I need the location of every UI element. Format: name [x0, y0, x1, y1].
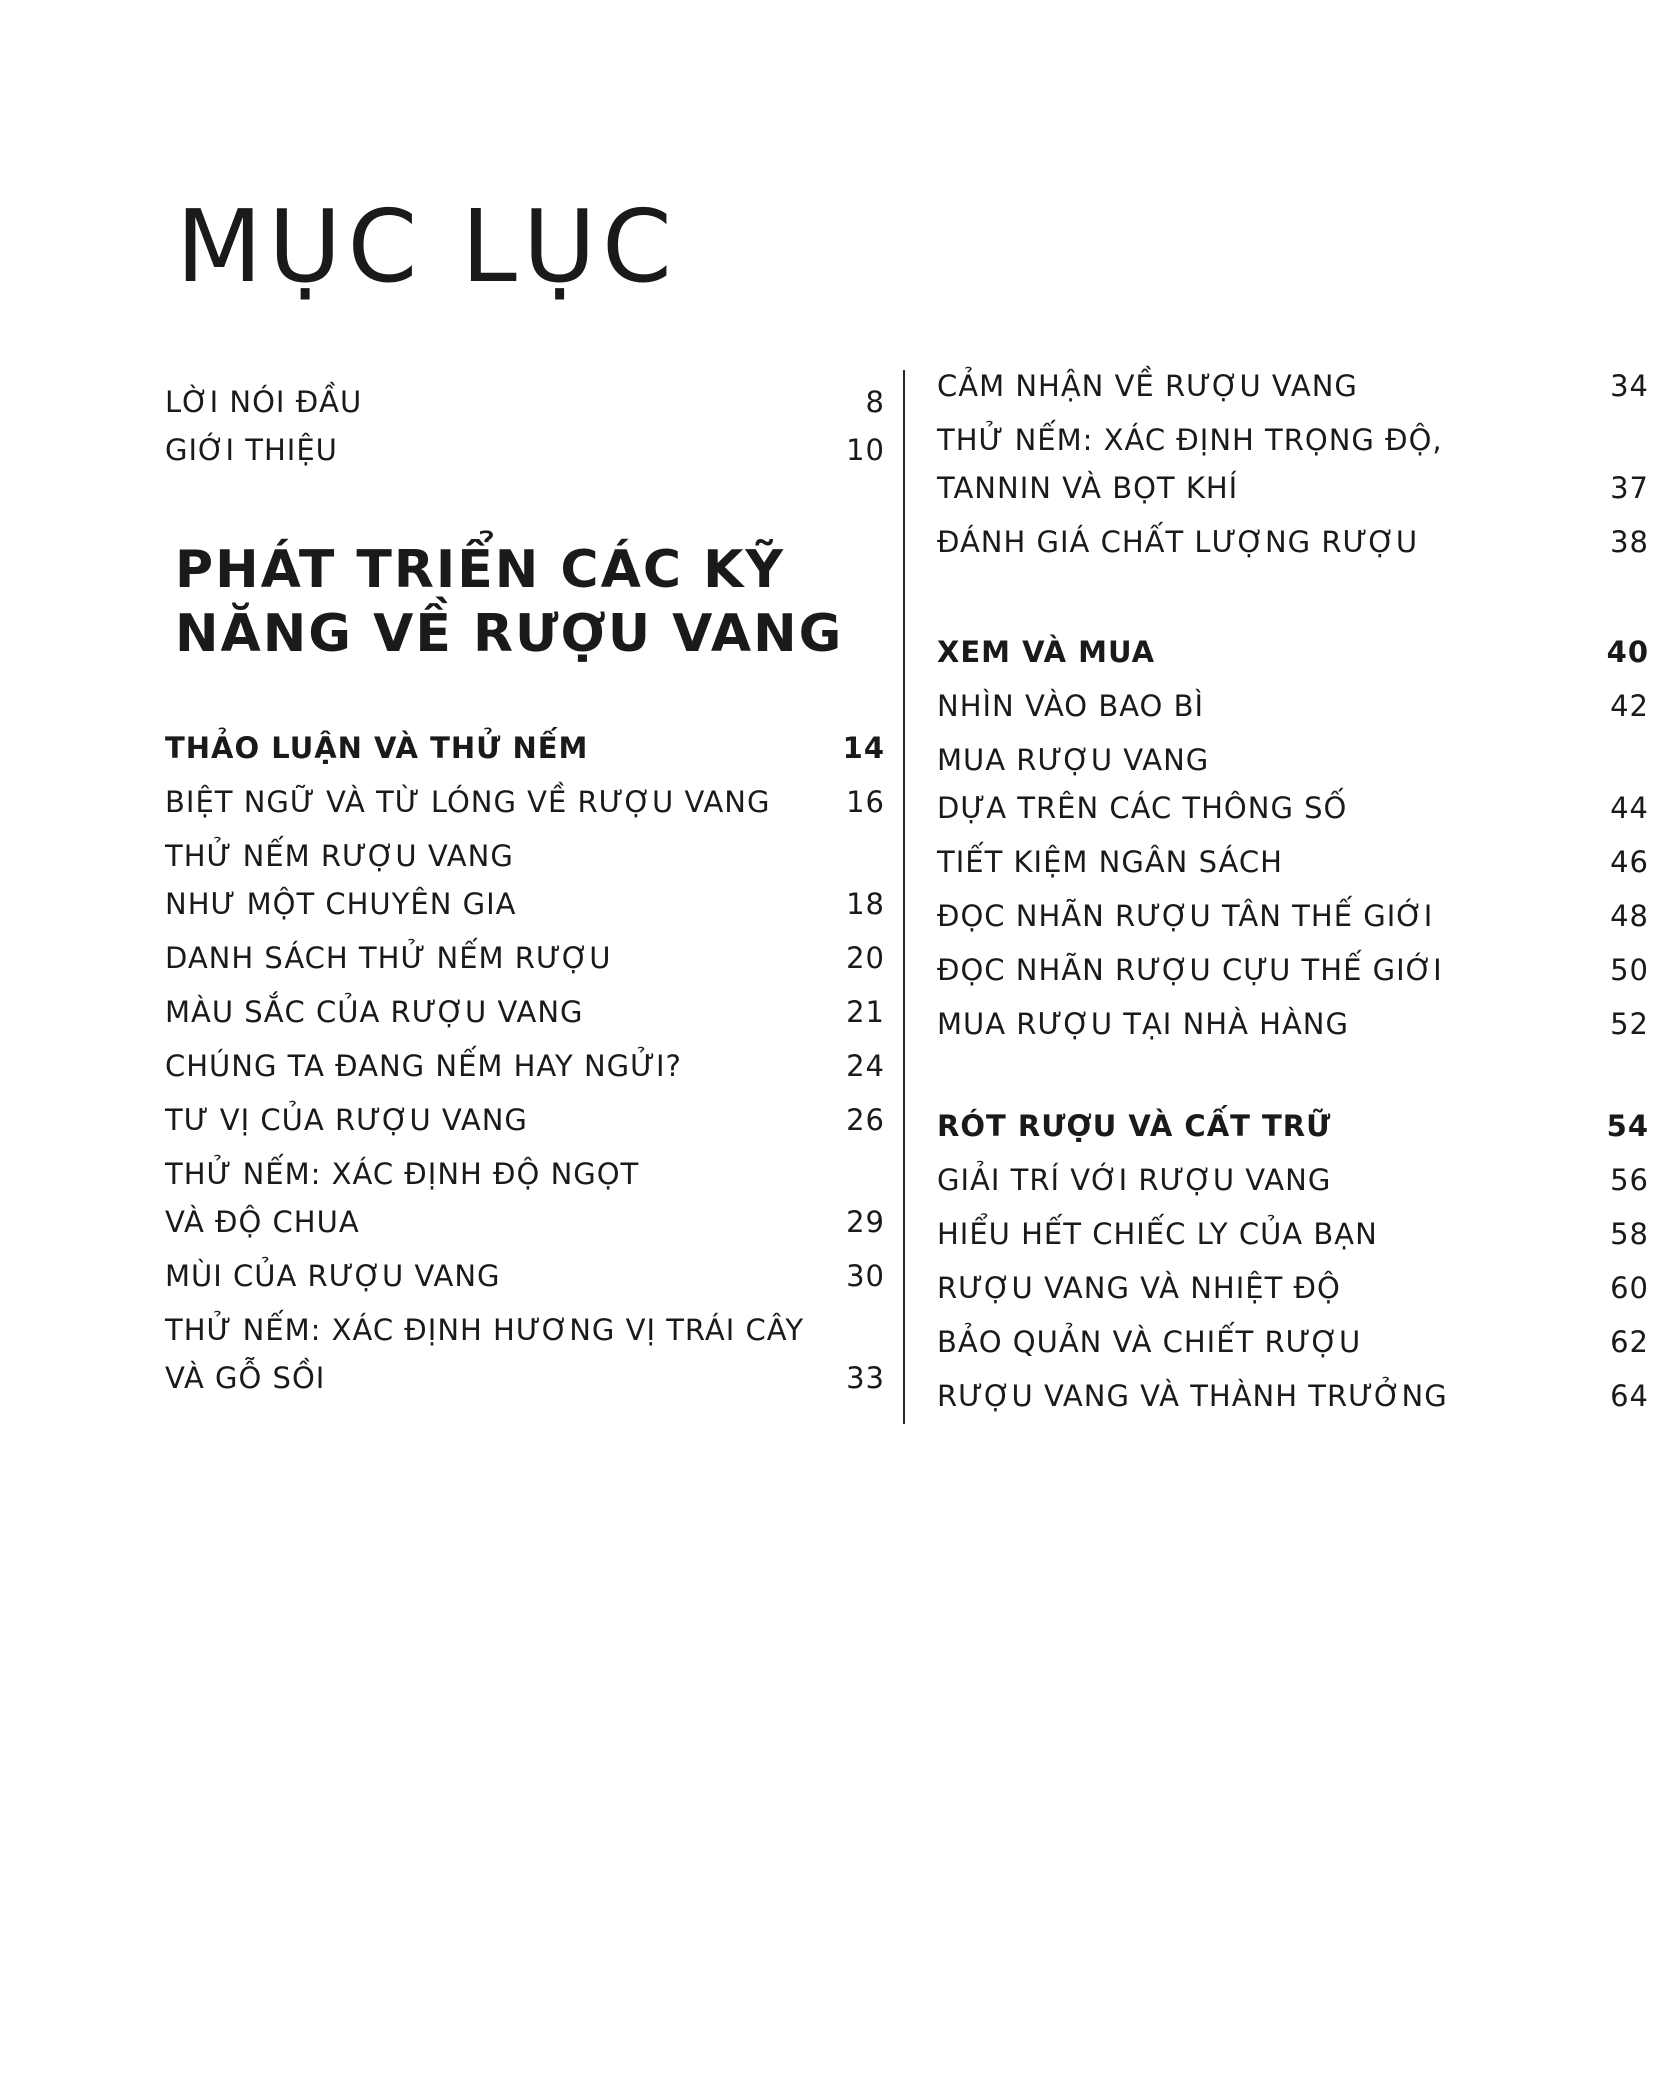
toc-entry-label: VÀ GỖ SỒI: [165, 1361, 326, 1395]
part-title-line: NĂNG VỀ RƯỢU VANG: [175, 604, 844, 664]
page-title: MỤC LỤC: [176, 188, 678, 305]
toc-entry-label: VÀ ĐỘ CHUA: [165, 1205, 360, 1239]
toc-entry[interactable]: [937, 682, 1649, 730]
toc-entry-page: 24: [846, 1049, 885, 1083]
toc-entry-page: 58: [1610, 1217, 1649, 1251]
toc-entry-page: 34: [1610, 369, 1649, 403]
toc-entry-label: RƯỢU VANG VÀ NHIỆT ĐỘ: [937, 1271, 1341, 1305]
toc-entry-label: RÓT RƯỢU VÀ CẤT TRỮ: [937, 1109, 1332, 1143]
toc-entry[interactable]: [937, 838, 1649, 886]
toc-entry-page: 52: [1610, 1007, 1649, 1041]
toc-entry-label: ĐỌC NHÃN RƯỢU CỰU THẾ GIỚI: [937, 953, 1443, 987]
toc-entry-page: 48: [1610, 899, 1649, 933]
toc-entry-label: LỜI NÓI ĐẦU: [165, 385, 363, 419]
toc-entry[interactable]: [937, 416, 1649, 512]
toc-entry-label: MÀU SẮC CỦA RƯỢU VANG: [165, 995, 584, 1029]
toc-entry-label: MÙI CỦA RƯỢU VANG: [165, 1259, 501, 1293]
toc-entry[interactable]: [165, 1096, 885, 1144]
toc-entry-label: DANH SÁCH THỬ NẾM RƯỢU: [165, 941, 612, 975]
toc-entry-page: 26: [846, 1103, 885, 1137]
toc-entry-page: 56: [1610, 1163, 1649, 1197]
toc-entry-label: THỬ NẾM RƯỢU VANG: [165, 839, 514, 873]
toc-entry-label: RƯỢU VANG VÀ THÀNH TRƯỞNG: [937, 1379, 1448, 1413]
toc-entry-label: ĐỌC NHÃN RƯỢU TÂN THẾ GIỚI: [937, 899, 1434, 933]
toc-section-heading[interactable]: [937, 628, 1649, 676]
toc-entry-label: THẢO LUẬN VÀ THỬ NẾM: [165, 731, 589, 765]
toc-entry-page: 16: [846, 785, 885, 819]
toc-entry[interactable]: [165, 1306, 885, 1402]
toc-entry-label: ĐÁNH GIÁ CHẤT LƯỢNG RƯỢU: [937, 525, 1419, 559]
toc-entry-page: 20: [846, 941, 885, 975]
toc-entry-page: 10: [846, 433, 885, 467]
toc-entry-label: GIẢI TRÍ VỚI RƯỢU VANG: [937, 1163, 1332, 1197]
toc-entry-label: THỬ NẾM: XÁC ĐỊNH HƯƠNG VỊ TRÁI CÂY: [165, 1313, 805, 1347]
toc-entry-page: 50: [1610, 953, 1649, 987]
toc-entry-label: NHÌN VÀO BAO BÌ: [937, 689, 1205, 723]
toc-entry-label: GIỚI THIỆU: [165, 433, 338, 467]
toc-entry-label: THỬ NẾM: XÁC ĐỊNH TRỌNG ĐỘ,: [937, 423, 1443, 457]
toc-entry[interactable]: [165, 988, 885, 1036]
toc-entry-page: 37: [1610, 471, 1649, 505]
toc-entry-page: 54: [1606, 1109, 1649, 1143]
toc-entry-page: 14: [842, 731, 885, 765]
toc-entry-page: 62: [1610, 1325, 1649, 1359]
toc-entry-page: 64: [1610, 1379, 1649, 1413]
toc-entry-page: 21: [846, 995, 885, 1029]
toc-entry-label: TIẾT KIỆM NGÂN SÁCH: [937, 845, 1283, 879]
toc-entry-page: 60: [1610, 1271, 1649, 1305]
toc-entry[interactable]: [937, 1000, 1649, 1048]
toc-entry-page: 38: [1610, 525, 1649, 559]
toc-entry-label: XEM VÀ MUA: [937, 635, 1156, 669]
toc-entry[interactable]: [937, 946, 1649, 994]
toc-section-heading[interactable]: [165, 724, 885, 772]
toc-entry[interactable]: [937, 1156, 1649, 1204]
toc-entry-introduction[interactable]: [165, 426, 885, 474]
toc-entry[interactable]: [165, 832, 885, 928]
toc-entry-page: 29: [846, 1205, 885, 1239]
toc-entry[interactable]: [937, 362, 1649, 410]
toc-entry-label: NHƯ MỘT CHUYÊN GIA: [165, 887, 517, 921]
toc-entry-page: 46: [1610, 845, 1649, 879]
toc-entry-page: 30: [846, 1259, 885, 1293]
toc-entry[interactable]: [165, 1150, 885, 1246]
toc-entry-label: DỰA TRÊN CÁC THÔNG SỐ: [937, 791, 1348, 825]
toc-section-heading[interactable]: [937, 1102, 1649, 1150]
toc-entry-label: TANNIN VÀ BỌT KHÍ: [937, 471, 1239, 505]
toc-entry-label: TƯ VỊ CỦA RƯỢU VANG: [165, 1103, 528, 1137]
part-title-line: PHÁT TRIỂN CÁC KỸ: [175, 540, 786, 600]
toc-entry[interactable]: [937, 736, 1649, 832]
toc-entry-label: THỬ NẾM: XÁC ĐỊNH ĐỘ NGỌT: [165, 1157, 640, 1191]
toc-entry[interactable]: [165, 1042, 885, 1090]
toc-entry[interactable]: [937, 892, 1649, 940]
toc-entry[interactable]: [937, 1264, 1649, 1312]
part-title: [175, 538, 843, 666]
toc-entry-page: 33: [846, 1361, 885, 1395]
toc-entry-page: 42: [1610, 689, 1649, 723]
toc-entry[interactable]: [165, 934, 885, 982]
toc-entry-label: CHÚNG TA ĐANG NẾM HAY NGỬI?: [165, 1049, 682, 1083]
toc-entry-label: MUA RƯỢU TẠI NHÀ HÀNG: [937, 1007, 1349, 1041]
toc-entry-label: BIỆT NGỮ VÀ TỪ LÓNG VỀ RƯỢU VANG: [165, 785, 771, 819]
toc-entry-page: 18: [846, 887, 885, 921]
toc-entry-page: 8: [865, 385, 885, 419]
toc-entry-label: HIỂU HẾT CHIẾC LY CỦA BẠN: [937, 1217, 1378, 1251]
toc-entry-page: 40: [1606, 635, 1649, 669]
toc-entry[interactable]: [165, 1252, 885, 1300]
toc-entry-page: 44: [1610, 791, 1649, 825]
toc-entry[interactable]: [937, 1318, 1649, 1366]
toc-entry[interactable]: [937, 518, 1649, 566]
toc-entry[interactable]: [937, 1210, 1649, 1258]
toc-entry-label: CẢM NHẬN VỀ RƯỢU VANG: [937, 369, 1358, 403]
toc-entry[interactable]: [165, 778, 885, 826]
toc-entry[interactable]: [937, 1372, 1649, 1420]
toc-entry-preface[interactable]: [165, 378, 885, 426]
toc-entry-label: MUA RƯỢU VANG: [937, 743, 1210, 777]
toc-entry-label: BẢO QUẢN VÀ CHIẾT RƯỢU: [937, 1325, 1362, 1359]
column-divider: [903, 370, 905, 1424]
